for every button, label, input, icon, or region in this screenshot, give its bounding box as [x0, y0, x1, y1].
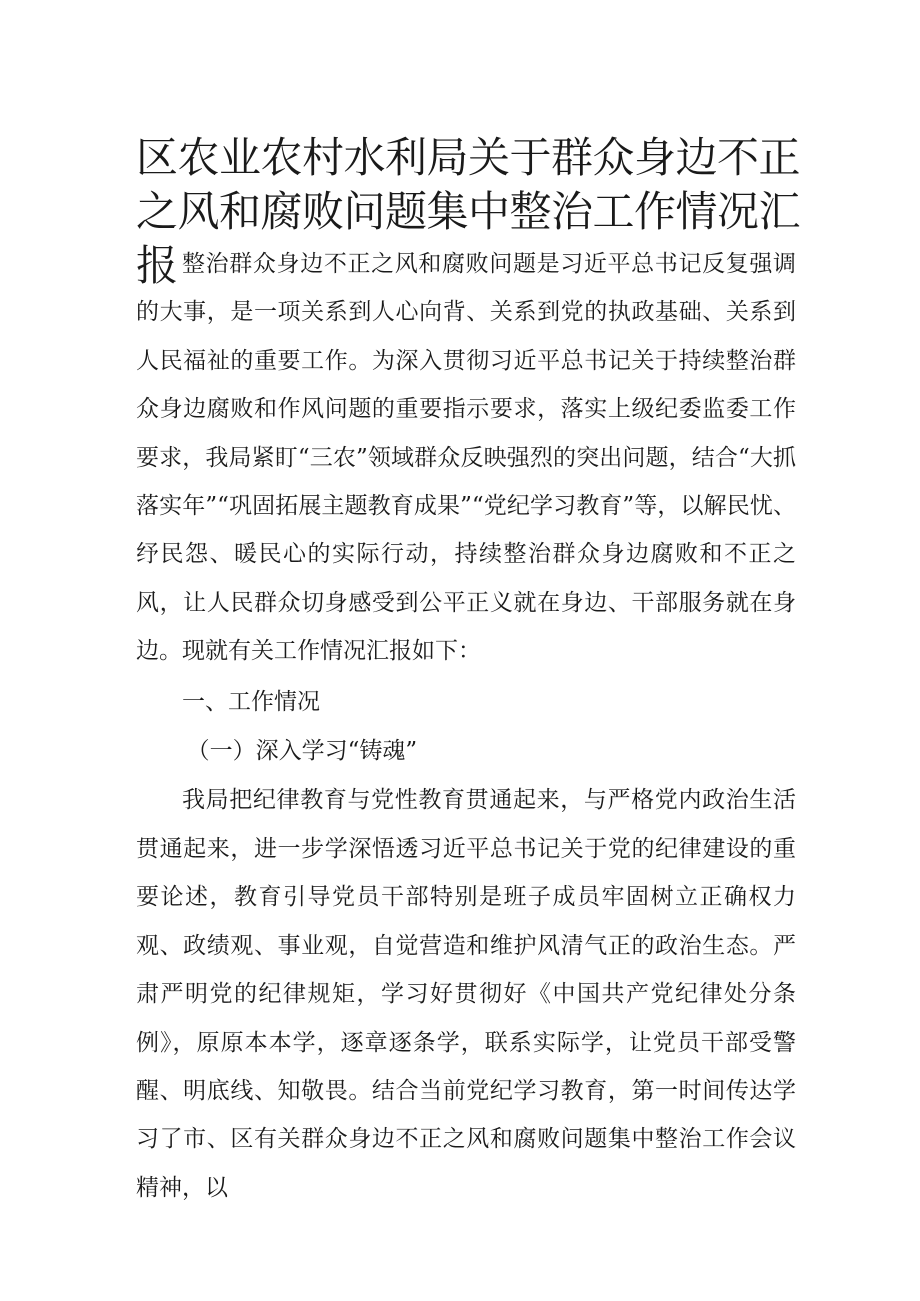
section-heading: 一、工作情况 — [182, 688, 320, 715]
document-body — [136, 240, 796, 1212]
subsection-paragraph: 我局把纪律教育与党性教育贯通起来，与严格党内政治生活贯通起来，进一步学深悟透习近平总书记关于党的纪律建设的重要论述，教育引导党员干部特别是班子成员牢固树立正确权力观、政绩观、事业观，自觉营造和维护风清气正的政治生态。严肃严明党的纪律规矩，学习好贯彻好《中国共产党纪律处分条例》，原原本本学，逐章逐条学，联系实际学，让党员干部受警醒、明底线、知敬畏。结合当前党纪学习教育，第一时间传达学习了市、区有关群众身边不正之风和腐败问题集中整治工作会议精神，以 — [136, 787, 796, 1201]
document-title: 区农业农村水利局关于群众身边不正之风和腐败问题集中整治工作情况汇报 — [136, 133, 801, 290]
intro-paragraph: 整治群众身边不正之风和腐败问题是习近平总书记反复强调的大事，是一项关系到人心向背、关系到党的执政基础、关系到人民福祉的重要工作。为深入贯彻习近平总书记关于持续整治群众身边腐败和作风问题的重要指示要求，落实上级纪委监委工作要求，我局紧盯“三农”领域群众反映强烈的突出问题，结合“大抓落实年”“巩固拓展主题教育成果”“党纪学习教育”等，以解民忧、纾民怨、暖民心的实际行动，持续整治群众身边腐败和不正之风，让人民群众切身感受到公平正义就在身边、干部服务就在身边。现就有关工作情况汇报如下： — [136, 251, 796, 665]
subsection-heading: （一）深入学习“铸魂” — [186, 738, 418, 765]
